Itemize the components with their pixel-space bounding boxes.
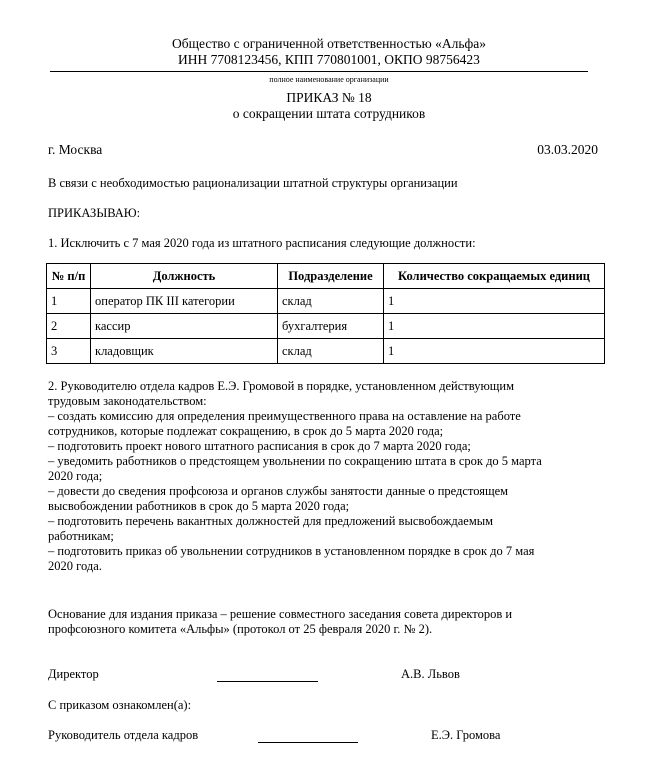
- cell-department: склад: [278, 339, 384, 364]
- cell-department: бухгалтерия: [278, 314, 384, 339]
- text-line: 2. Руководителю отдела кадров Е.Э. Громовой в порядке, установленном действующим: [48, 379, 515, 393]
- text-line: профсоюзного комитета «Альфы» (протокол от 25 февраля 2020 г. № 2).: [48, 622, 433, 636]
- text-line: 2020 года;: [48, 469, 103, 483]
- cell-number: 1: [47, 289, 91, 314]
- organization-name: Общество с ограниченной ответственностью «Альфа»: [172, 36, 486, 51]
- order-title: ПРИКАЗ № 18: [286, 90, 372, 105]
- acquaintance-label: С приказом ознакомлен(а):: [48, 698, 192, 712]
- order-item-1: 1. Исключить с 7 мая 2020 года из штатного расписания следующие должности:: [48, 236, 476, 250]
- text-line: – подготовить проект нового штатного расписания в срок до 7 марта 2020 года;: [48, 439, 471, 453]
- header-cell-number: № п/п: [47, 264, 91, 289]
- text-line: сотрудников, которые подлежат сокращению, в срок до 5 марта 2020 года;: [48, 424, 444, 438]
- text-line: 2020 года.: [48, 559, 102, 573]
- cell-position: кладовщик: [91, 339, 278, 364]
- text-line: Основание для издания приказа – решение совместного заседания совета директоров и: [48, 607, 513, 621]
- director-label: Директор: [48, 667, 99, 681]
- cell-position: оператор ПК III категории: [91, 289, 278, 314]
- organization-caption: полное наименование организации: [269, 75, 389, 84]
- positions-table: [46, 263, 605, 364]
- text-line: – довести до сведения профсоюза и органов службы занятости данные о предстоящем: [48, 484, 509, 498]
- order-subject: о сокращении штата сотрудников: [232, 106, 426, 121]
- header-divider: [50, 71, 588, 72]
- text-line: – создать комиссию для определения преимущественного права на оставление на работе: [48, 409, 521, 423]
- cell-number: 3: [47, 339, 91, 364]
- text-line: трудовым законодательством:: [48, 394, 207, 408]
- order-intro: В связи с необходимостью рационализации штатной структуры организации: [48, 176, 458, 190]
- text-line: работникам;: [48, 529, 114, 543]
- director-name: А.В. Львов: [401, 667, 460, 681]
- table-row: [47, 289, 605, 314]
- text-line: высвобождении работников в срок до 5 марта 2020 года;: [48, 499, 350, 513]
- hr-head-label: Руководитель отдела кадров: [48, 728, 199, 742]
- header-cell-quantity: Количество сокращаемых единиц: [384, 264, 605, 289]
- header-cell-position: Должность: [91, 264, 278, 289]
- text-line: – подготовить перечень вакантных должностей для предложений высвобождаемым: [48, 514, 494, 528]
- table-header-row: [47, 264, 605, 289]
- cell-quantity: 1: [384, 339, 605, 364]
- table-row: [47, 339, 605, 364]
- cell-quantity: 1: [384, 289, 605, 314]
- order-basis: [48, 607, 512, 637]
- cell-position: кассир: [91, 314, 278, 339]
- hr-head-signature-line: [258, 742, 358, 743]
- order-item-2: [48, 379, 542, 574]
- hr-head-name: Е.Э. Громова: [431, 728, 501, 742]
- organization-codes: ИНН 7708123456, КПП 770801001, ОКПО 98756423: [178, 52, 480, 67]
- cell-number: 2: [47, 314, 91, 339]
- table-row: [47, 314, 605, 339]
- text-line: – подготовить приказ об увольнении сотрудников в установленном порядке в срок до 7 мая: [48, 544, 535, 558]
- order-date: 03.03.2020: [537, 142, 598, 157]
- cell-quantity: 1: [384, 314, 605, 339]
- cell-department: склад: [278, 289, 384, 314]
- director-signature-line: [217, 681, 318, 682]
- order-command: ПРИКАЗЫВАЮ:: [48, 206, 141, 220]
- header-cell-department: Подразделение: [278, 264, 384, 289]
- text-line: – уведомить работников о предстоящем увольнении по сокращению штата в срок до 5 марта: [48, 454, 542, 468]
- order-city: г. Москва: [48, 142, 103, 157]
